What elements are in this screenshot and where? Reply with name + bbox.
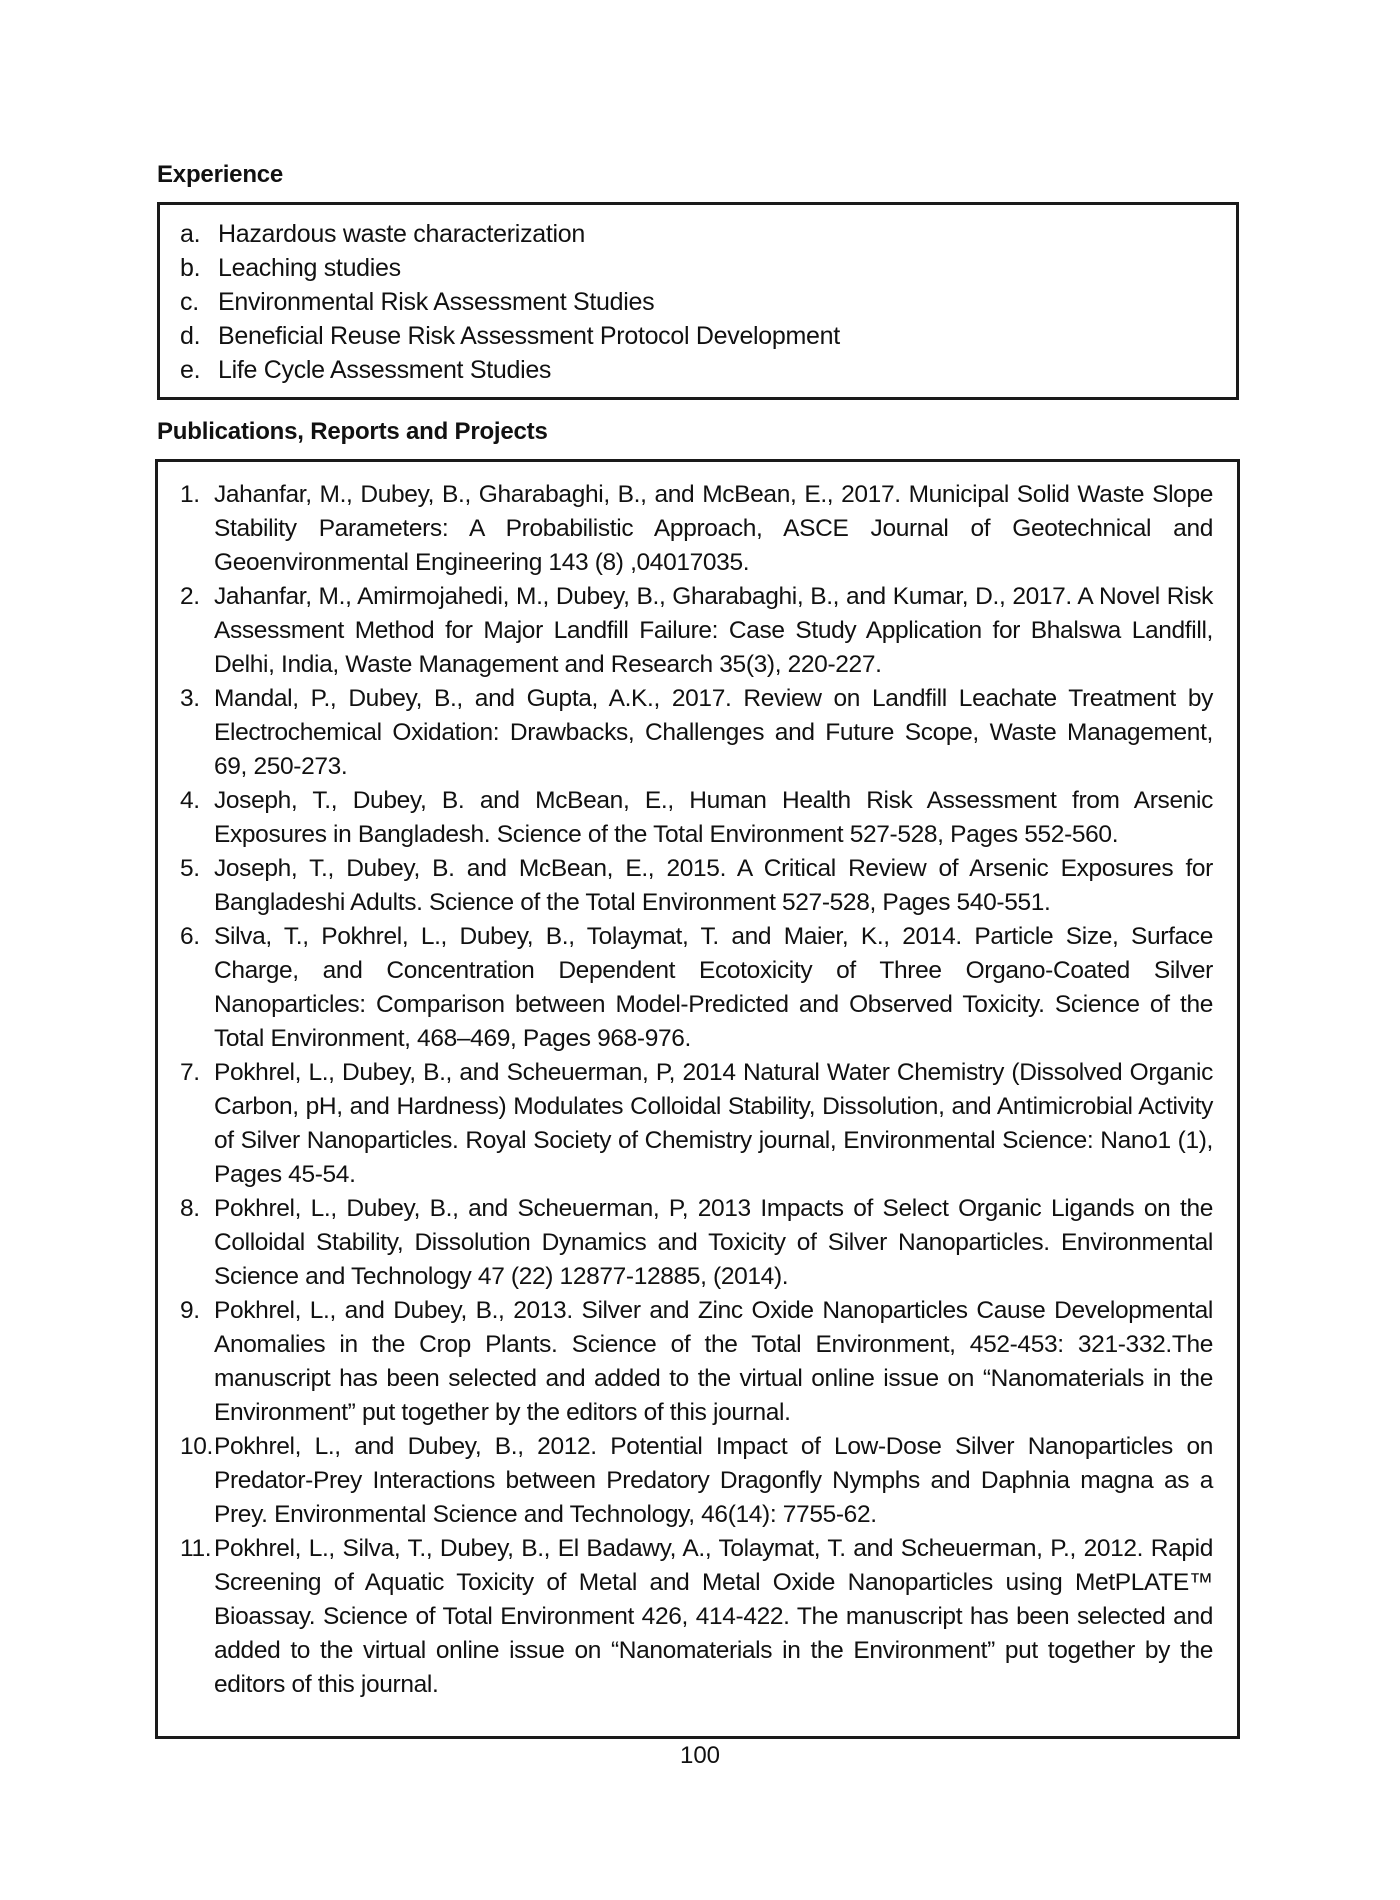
list-marker: 1. bbox=[180, 481, 200, 508]
list-marker: 4. bbox=[180, 787, 200, 814]
experience-list bbox=[180, 217, 1236, 387]
publication-text: Mandal, P., Dubey, B., and Gupta, A.K., 2017. Review on Landfill Leachate Treatment by Electrochemical Oxidation: Drawbacks, Challenges and Future Scope, Waste Management, 69, 250-273. bbox=[214, 685, 1213, 780]
experience-item-text: Life Cycle Assessment Studies bbox=[218, 356, 552, 384]
experience-item bbox=[180, 217, 1236, 251]
list-marker: 9. bbox=[180, 1297, 200, 1324]
publication-text: Silva, T., Pokhrel, L., Dubey, B., Tolaymat, T. and Maier, K., 2014. Particle Size, Surface Charge, and Concentration Dependent Ecotoxicity of Three Organo-Coated Silver Nanoparticles: Comparison between Model-Predicted and Observed Toxicity. Science of the Total Environment, 468–469, Pages 968-976. bbox=[214, 923, 1213, 1052]
list-marker: 6. bbox=[180, 923, 200, 950]
publication-item bbox=[180, 478, 1213, 580]
list-marker: a. bbox=[180, 220, 201, 248]
publication-text: Joseph, T., Dubey, B. and McBean, E., 2015. A Critical Review of Arsenic Exposures for Bangladeshi Adults. Science of the Total Environment 527-528, Pages 540-551. bbox=[214, 855, 1213, 916]
experience-item bbox=[180, 285, 1236, 319]
publication-text: Jahanfar, M., Dubey, B., Gharabaghi, B., and McBean, E., 2017. Municipal Solid Waste Slope Stability Parameters: A Probabilistic Approach, ASCE Journal of Geotechnical and Geoenvironmental Engineering 143 (8) ,04017035. bbox=[214, 481, 1213, 576]
publications-heading: Publications, Reports and Projects bbox=[157, 418, 548, 445]
list-marker: c. bbox=[180, 288, 199, 316]
experience-item-text: Leaching studies bbox=[218, 254, 401, 282]
publication-text: Pokhrel, L., Dubey, B., and Scheuerman, P, 2014 Natural Water Chemistry (Dissolved Organic Carbon, pH, and Hardness) Modulates Colloidal Stability, Dissolution, and Antimicrobial Activity of Silver Nanoparticles. Royal Society of Chemistry journal, Environmental Science: Nano1 (1), Pages 45-54. bbox=[214, 1059, 1213, 1188]
experience-item bbox=[180, 319, 1236, 353]
publication-item bbox=[180, 920, 1213, 1056]
publications-list bbox=[180, 478, 1213, 1702]
list-marker: d. bbox=[180, 322, 201, 350]
list-marker: 3. bbox=[180, 685, 200, 712]
list-marker: 7. bbox=[180, 1059, 200, 1086]
list-marker: b. bbox=[180, 254, 201, 282]
experience-item-text: Hazardous waste characterization bbox=[218, 220, 585, 248]
experience-heading: Experience bbox=[157, 161, 284, 188]
publication-text: Joseph, T., Dubey, B. and McBean, E., Human Health Risk Assessment from Arsenic Exposures in Bangladesh. Science of the Total Environment 527-528, Pages 552-560. bbox=[214, 787, 1213, 848]
publication-item bbox=[180, 682, 1213, 784]
publication-item bbox=[180, 1294, 1213, 1430]
list-marker: 5. bbox=[180, 855, 200, 882]
experience-item-text: Environmental Risk Assessment Studies bbox=[218, 288, 655, 316]
publication-text: Jahanfar, M., Amirmojahedi, M., Dubey, B., Gharabaghi, B., and Kumar, D., 2017. A Novel Risk Assessment Method for Major Landfill Failure: Case Study Application for Bhalswa Landfill, Delhi, India, Waste Management and Research 35(3), 220-227. bbox=[214, 583, 1213, 678]
page-number: 100 bbox=[679, 1742, 721, 1769]
publications-box bbox=[155, 459, 1240, 1739]
list-marker: 8. bbox=[180, 1195, 200, 1222]
publication-item bbox=[180, 1056, 1213, 1192]
experience-item-text: Beneficial Reuse Risk Assessment Protocol Development bbox=[218, 322, 840, 350]
list-marker: e. bbox=[180, 356, 201, 384]
publication-item bbox=[180, 1192, 1213, 1294]
publication-text: Pokhrel, L., and Dubey, B., 2012. Potential Impact of Low-Dose Silver Nanoparticles on Predator-Prey Interactions between Predatory Dragonfly Nymphs and Daphnia magna as a Prey. Environmental Science and Technology, 46(14): 7755-62. bbox=[214, 1433, 1213, 1528]
experience-item bbox=[180, 353, 1236, 387]
publication-item bbox=[180, 784, 1213, 852]
publication-text: Pokhrel, L., and Dubey, B., 2013. Silver and Zinc Oxide Nanoparticles Cause Developmental Anomalies in the Crop Plants. Science of the Total Environment, 452-453: 321-332.The manuscript has been selected and added to the virtual online issue on “Nanomaterials in the Environment” put together by the editors of this journal. bbox=[214, 1297, 1213, 1426]
publication-item bbox=[180, 1430, 1213, 1532]
publication-item bbox=[180, 1532, 1213, 1702]
experience-item bbox=[180, 251, 1236, 285]
publication-item bbox=[180, 852, 1213, 920]
publication-text: Pokhrel, L., Silva, T., Dubey, B., El Badawy, A., Tolaymat, T. and Scheuerman, P., 2012. Rapid Screening of Aquatic Toxicity of Metal and Metal Oxide Nanoparticles using MetPLATE™ Bioassay. Science of Total Environment 426, 414-422. The manuscript has been selected and added to the virtual online issue on “Nanomaterials in the Environment” put together by the editors of this journal. bbox=[214, 1535, 1213, 1698]
list-marker: 10. bbox=[180, 1433, 214, 1460]
list-marker: 11. bbox=[180, 1535, 212, 1562]
publication-text: Pokhrel, L., Dubey, B., and Scheuerman, P, 2013 Impacts of Select Organic Ligands on the Colloidal Stability, Dissolution Dynamics and Toxicity of Silver Nanoparticles. Environmental Science and Technology 47 (22) 12877-12885, (2014). bbox=[214, 1195, 1213, 1290]
experience-box bbox=[157, 202, 1239, 400]
publication-item bbox=[180, 580, 1213, 682]
list-marker: 2. bbox=[180, 583, 200, 610]
